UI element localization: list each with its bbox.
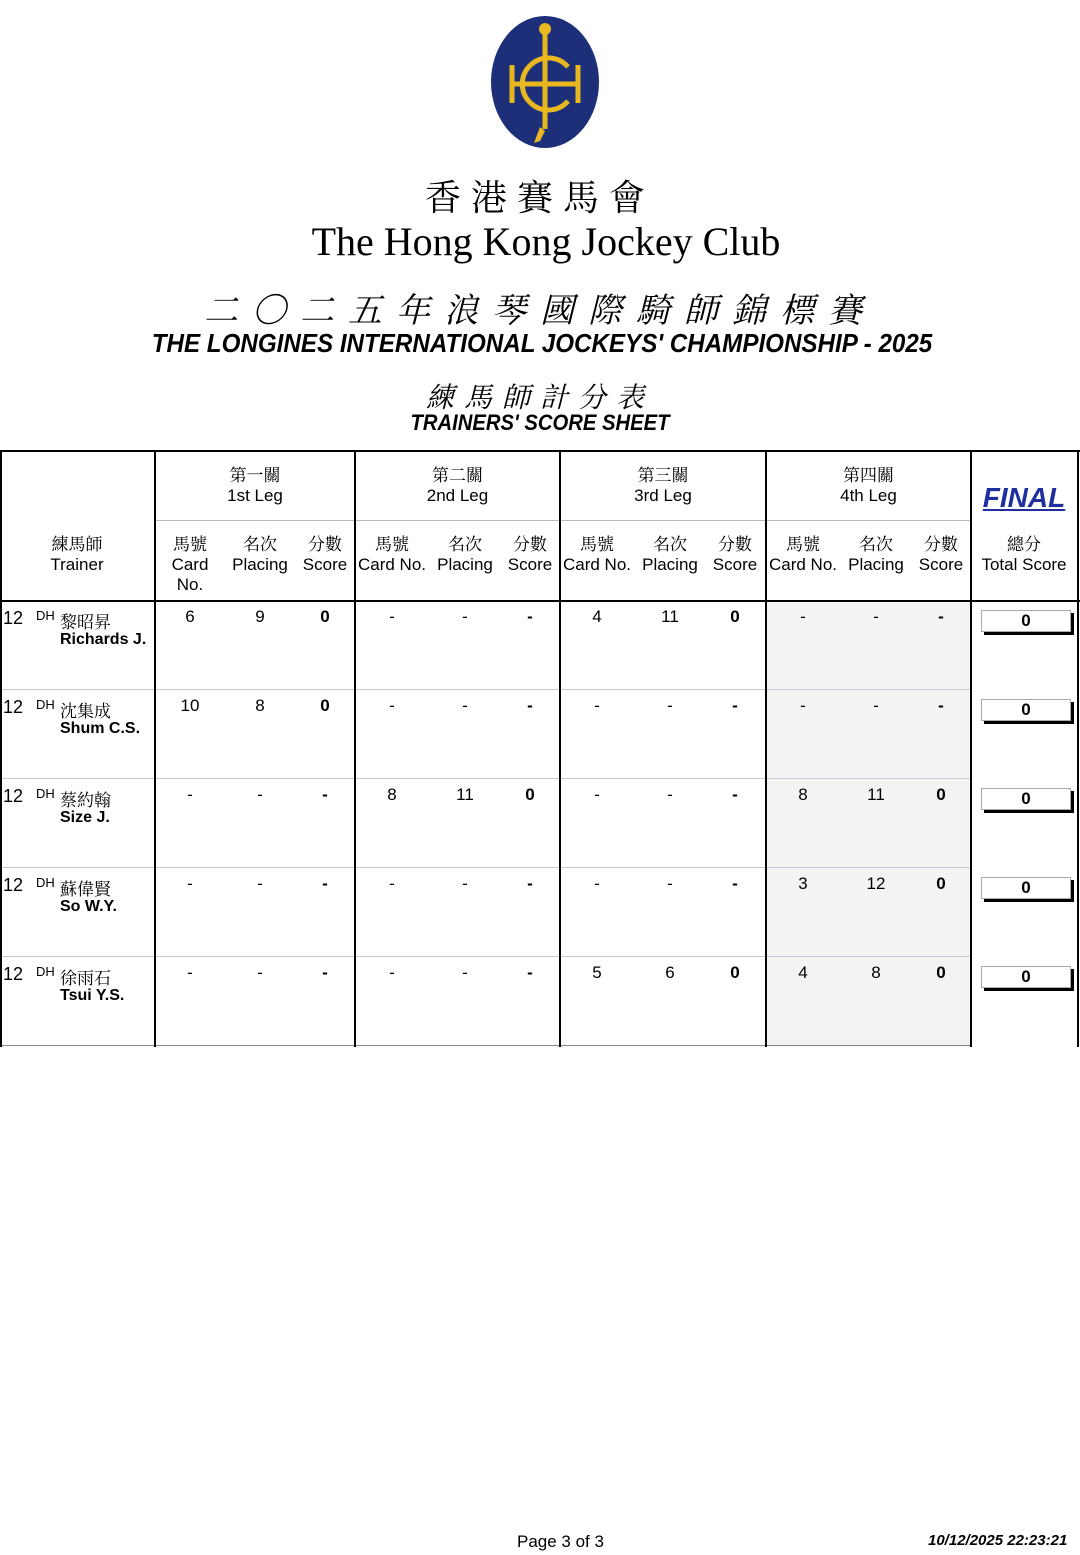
score-cell: - [732,696,738,715]
sub-col-en: Placing [232,555,288,574]
sheet-title-en: TRAINERS' SCORE SHEET [410,410,670,435]
trainer-col-header [0,535,154,575]
total-score-box: 0 [981,966,1071,988]
placing-cell: - [667,874,673,893]
club-name-zh: 香港賽馬會 [424,178,655,219]
trainer-rank: 12 [3,608,24,628]
score-cell: 0 [320,696,330,715]
sub-col-header [768,535,838,575]
page-number: Page 3 of 3 [517,1532,604,1551]
sub-col-header [841,535,911,575]
total-col-header [972,535,1076,575]
leg-header-en: 1st Leg [227,486,283,505]
leg-header-en: 3rd Leg [634,486,692,505]
card-no-cell: 6 [185,607,195,626]
trainer-name-zh: 黎昭昇 [60,613,111,633]
placing-cell: - [462,963,468,982]
card-no-cell: - [594,785,600,804]
score-cell: 0 [936,874,946,893]
sub-col-zh: 分數 [924,535,958,555]
score-cell: - [527,607,533,626]
header-bottom-border [0,600,1080,602]
sheet-title-zh: 練馬師計分表 [425,381,654,414]
leg-header-2 [355,466,560,506]
sub-col-header [357,535,427,575]
sub-col-zh: 名次 [448,535,482,555]
placing-cell: - [257,874,263,893]
leg-header-en: 2nd Leg [426,486,489,505]
leg-header-en: 4th Leg [840,486,897,505]
row-divider [0,778,970,779]
total-score-box: 0 [981,699,1071,721]
score-cell: - [322,874,328,893]
card-no-cell: - [800,696,806,715]
sub-col-zh: 名次 [653,535,687,555]
trainer-col-zh: 練馬師 [51,535,103,555]
card-no-cell: 10 [180,696,200,715]
trainer-rank: 12 [3,697,24,717]
placing-cell: 11 [867,785,885,804]
dead-heat-badge: DH [36,697,55,712]
sub-col-en: Score [918,555,964,574]
sub-col-header [911,535,971,575]
column-divider [765,450,767,1047]
total-score-box: 0 [981,877,1071,899]
timestamp: 10/12/2025 22:23:21 [928,1532,1068,1549]
sub-col-zh: 分數 [513,535,547,555]
sub-col-zh: 分數 [718,535,752,555]
row-divider [0,689,970,690]
sub-col-en: Card No. [768,555,838,574]
placing-cell: 8 [255,696,265,715]
sub-col-header [295,535,355,575]
card-no-cell: - [389,963,395,982]
score-cell: - [527,696,533,715]
placing-cell: 11 [661,607,679,626]
score-cell: 0 [936,963,946,982]
sub-col-en: Score [507,555,553,574]
card-no-cell: - [594,696,600,715]
score-cell: - [322,785,328,804]
leg-header-zh: 第一關 [229,466,281,486]
trainer-name-zh: 蘇偉賢 [60,880,111,900]
card-no-cell: - [187,785,193,804]
sub-col-header [157,535,223,595]
card-no-cell: 8 [798,785,808,804]
trainer-col-en: Trainer [50,555,104,574]
sub-col-en: Card No. [357,555,427,574]
placing-cell: 8 [871,963,881,982]
sub-col-header [430,535,500,575]
column-divider [154,450,156,1047]
trainer-name-zh: 沈集成 [60,702,111,722]
trainer-name-en: Shum C.S. [60,720,141,737]
placing-cell: - [462,696,468,715]
sub-col-header [500,535,560,575]
dead-heat-badge: DH [36,964,55,979]
card-no-cell: - [187,874,193,893]
sub-col-en: Score [712,555,758,574]
placing-cell: - [462,874,468,893]
total-col-en: Total Score [981,555,1067,574]
score-cell: 0 [320,607,330,626]
trainer-name-en: So W.Y. [60,898,117,915]
placing-cell: - [462,607,468,626]
dead-heat-badge: DH [36,608,55,623]
trainer-name-zh: 徐雨石 [60,969,111,989]
card-no-cell: - [800,607,806,626]
leg-header-zh: 第三關 [637,466,689,486]
event-title-en: THE LONGINES INTERNATIONAL JOCKEYS' CHAMPIONSHIP - 2025 [151,328,933,358]
card-no-cell: 8 [387,785,397,804]
card-no-cell: 4 [592,607,602,626]
total-score-box: 0 [981,610,1071,632]
placing-cell: - [667,696,673,715]
sub-col-zh: 馬號 [375,535,409,555]
dead-heat-badge: DH [36,786,55,801]
sub-col-header [705,535,765,575]
sub-col-en: Card No. [562,555,632,574]
score-cell: - [527,874,533,893]
trainer-rank: 12 [3,964,24,984]
sub-col-en: Score [302,555,348,574]
card-no-cell: - [389,607,395,626]
sub-col-zh: 分數 [308,535,342,555]
row-divider [0,956,970,957]
card-no-cell: - [187,963,193,982]
dead-heat-badge: DH [36,875,55,890]
club-name-en: The Hong Kong Jockey Club [311,219,781,264]
hkjc-logo [490,15,600,150]
leg-header-zh: 第二關 [432,466,483,486]
placing-cell: - [667,785,673,804]
table-top-border [0,450,1080,452]
card-no-cell: 5 [592,963,602,982]
event-title-zh: 二〇二五年浪琴國際騎師錦標賽 [204,291,876,331]
score-cell: - [938,607,944,626]
sub-col-en: Placing [437,555,493,574]
score-cell: - [322,963,328,982]
final-label: FINAL [982,482,1066,513]
sub-col-header [635,535,705,575]
card-no-cell: 4 [798,963,808,982]
sub-col-zh: 名次 [243,535,277,555]
sub-col-zh: 名次 [859,535,893,555]
sub-col-en: Placing [642,555,698,574]
sub-col-en: Placing [848,555,904,574]
sub-col-header [225,535,295,575]
sub-col-zh: 馬號 [786,535,820,555]
sub-col-zh: 馬號 [173,535,207,555]
card-no-cell: 3 [798,874,808,893]
score-cell: 0 [730,963,740,982]
leg-header-zh: 第四關 [843,466,894,486]
placing-cell: 9 [255,607,265,626]
trainer-name-en: Size J. [60,809,110,826]
placing-cell: 6 [665,963,675,982]
placing-cell: - [873,696,879,715]
placing-cell: - [873,607,879,626]
card-no-cell: - [389,696,395,715]
leg-header-1 [155,466,355,506]
score-cell: - [527,963,533,982]
row-divider [0,1045,970,1046]
placing-cell: 11 [456,785,474,804]
placing-cell: 12 [866,874,886,893]
score-cell: - [732,785,738,804]
placing-cell: - [257,963,263,982]
card-no-cell: - [389,874,395,893]
trainer-rank: 12 [3,875,24,895]
column-divider [1077,450,1079,1047]
sub-col-header [562,535,632,575]
sub-col-zh: 馬號 [580,535,614,555]
score-cell: - [938,696,944,715]
trainer-name-zh: 蔡約翰 [60,791,111,811]
placing-cell: - [257,785,263,804]
sub-col-en: Card No. [171,555,209,594]
card-no-cell: - [594,874,600,893]
trainer-name-en: Tsui Y.S. [60,987,125,1004]
leg-header-divider [155,520,970,521]
row-divider [0,867,970,868]
hkjc-emblem-icon [490,15,600,150]
leg-header-4 [766,466,971,506]
trainer-name-en: Richards J. [60,631,147,648]
total-col-zh: 總分 [1007,535,1041,555]
trainer-rank: 12 [3,786,24,806]
total-score-box: 0 [981,788,1071,810]
score-cell: 0 [525,785,535,804]
score-cell: 0 [936,785,946,804]
score-cell: - [732,874,738,893]
leg-header-3 [560,466,766,506]
score-cell: 0 [730,607,740,626]
